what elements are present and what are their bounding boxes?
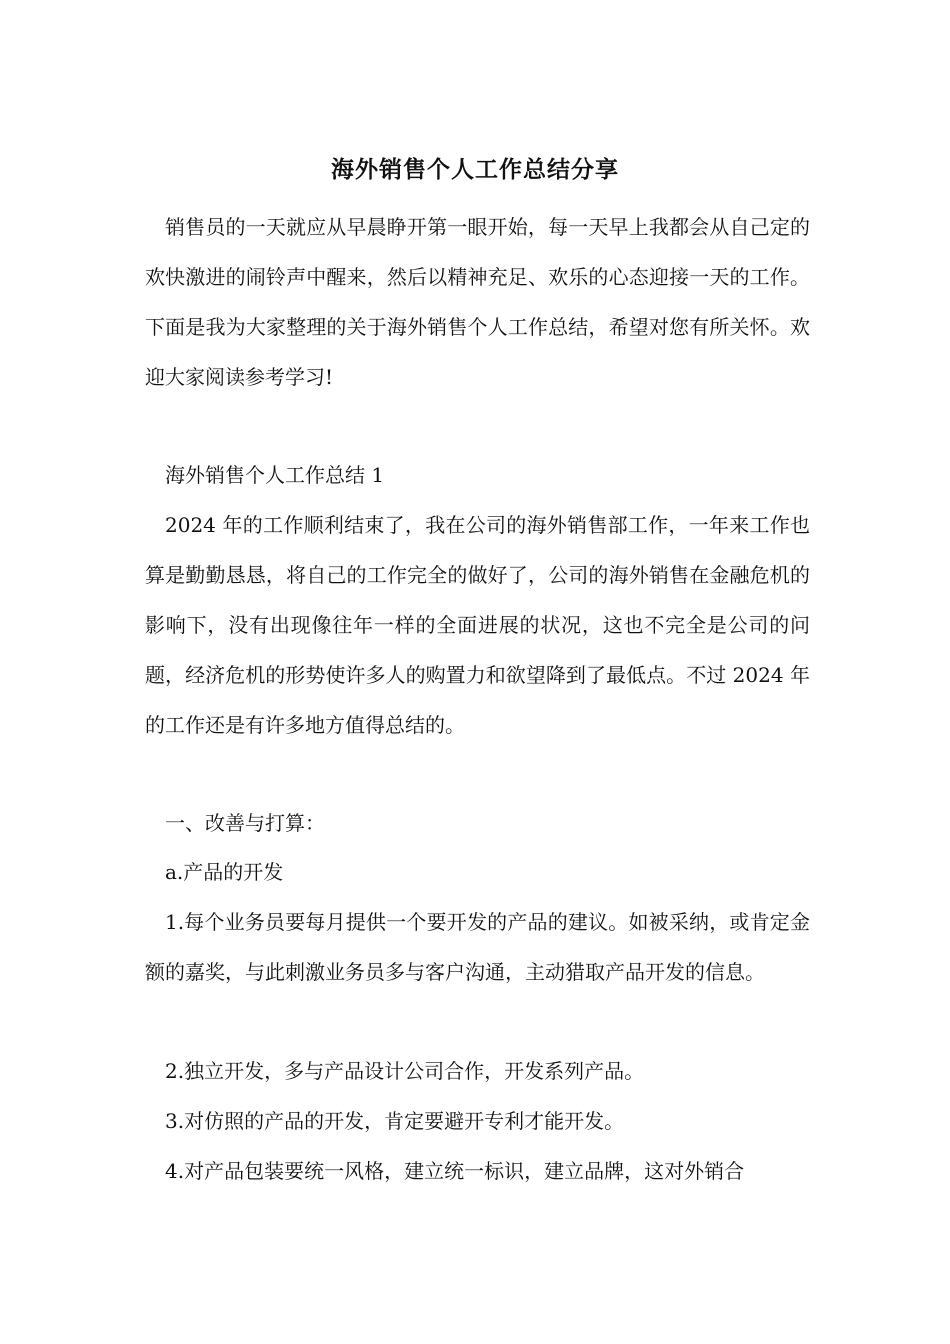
item-4-paragraph: 4.对产品包装要统一风格，建立统一标识，建立品牌，这对外销合 xyxy=(165,1159,745,1183)
item-a-product-development: a.产品的开发 xyxy=(165,860,284,884)
document-title: 海外销售个人工作总结分享 xyxy=(331,156,619,183)
item-2-paragraph: 2.独立开发，多与产品设计公司合作，开发系列产品。 xyxy=(165,1059,645,1083)
intro-paragraph: 销售员的一天就应从早晨睁开第一眼开始，每一天早上我都会从自己定的欢快激进的闹铃声中醒来，然后以精神充足、欢乐的心态迎接一天的工作。下面是我为大家整理的关于海外销售个人工作总结，希望对您有所关怀。欢迎大家阅读参考学习! xyxy=(145,215,810,389)
item-3-paragraph: 3.对仿照的产品的开发，肯定要避开专利才能开发。 xyxy=(165,1109,625,1133)
subheading-improvement-plan: 一、改善与打算： xyxy=(165,811,325,835)
item-1-paragraph: 1.每个业务员要每月提供一个要开发的产品的建议。如被采纳，或肯定金额的嘉奖，与此刺激业务员多与客户沟通，主动猎取产品开发的信息。 xyxy=(145,910,810,984)
section-heading: 海外销售个人工作总结 1 xyxy=(165,463,385,487)
section-paragraph: 2024 年的工作顺利结束了，我在公司的海外销售部工作，一年来工作也算是勤勤恳恳，将自己的工作完全的做好了，公司的海外销售在金融危机的影响下，没有出现像往年一样的全面进展的状况，这也不完全是公司的问题，经济危机的形势使许多人的购置力和欲望降到了最低点。不过 2024 年的工作还是有许多地方值得总结的。 xyxy=(145,513,810,737)
